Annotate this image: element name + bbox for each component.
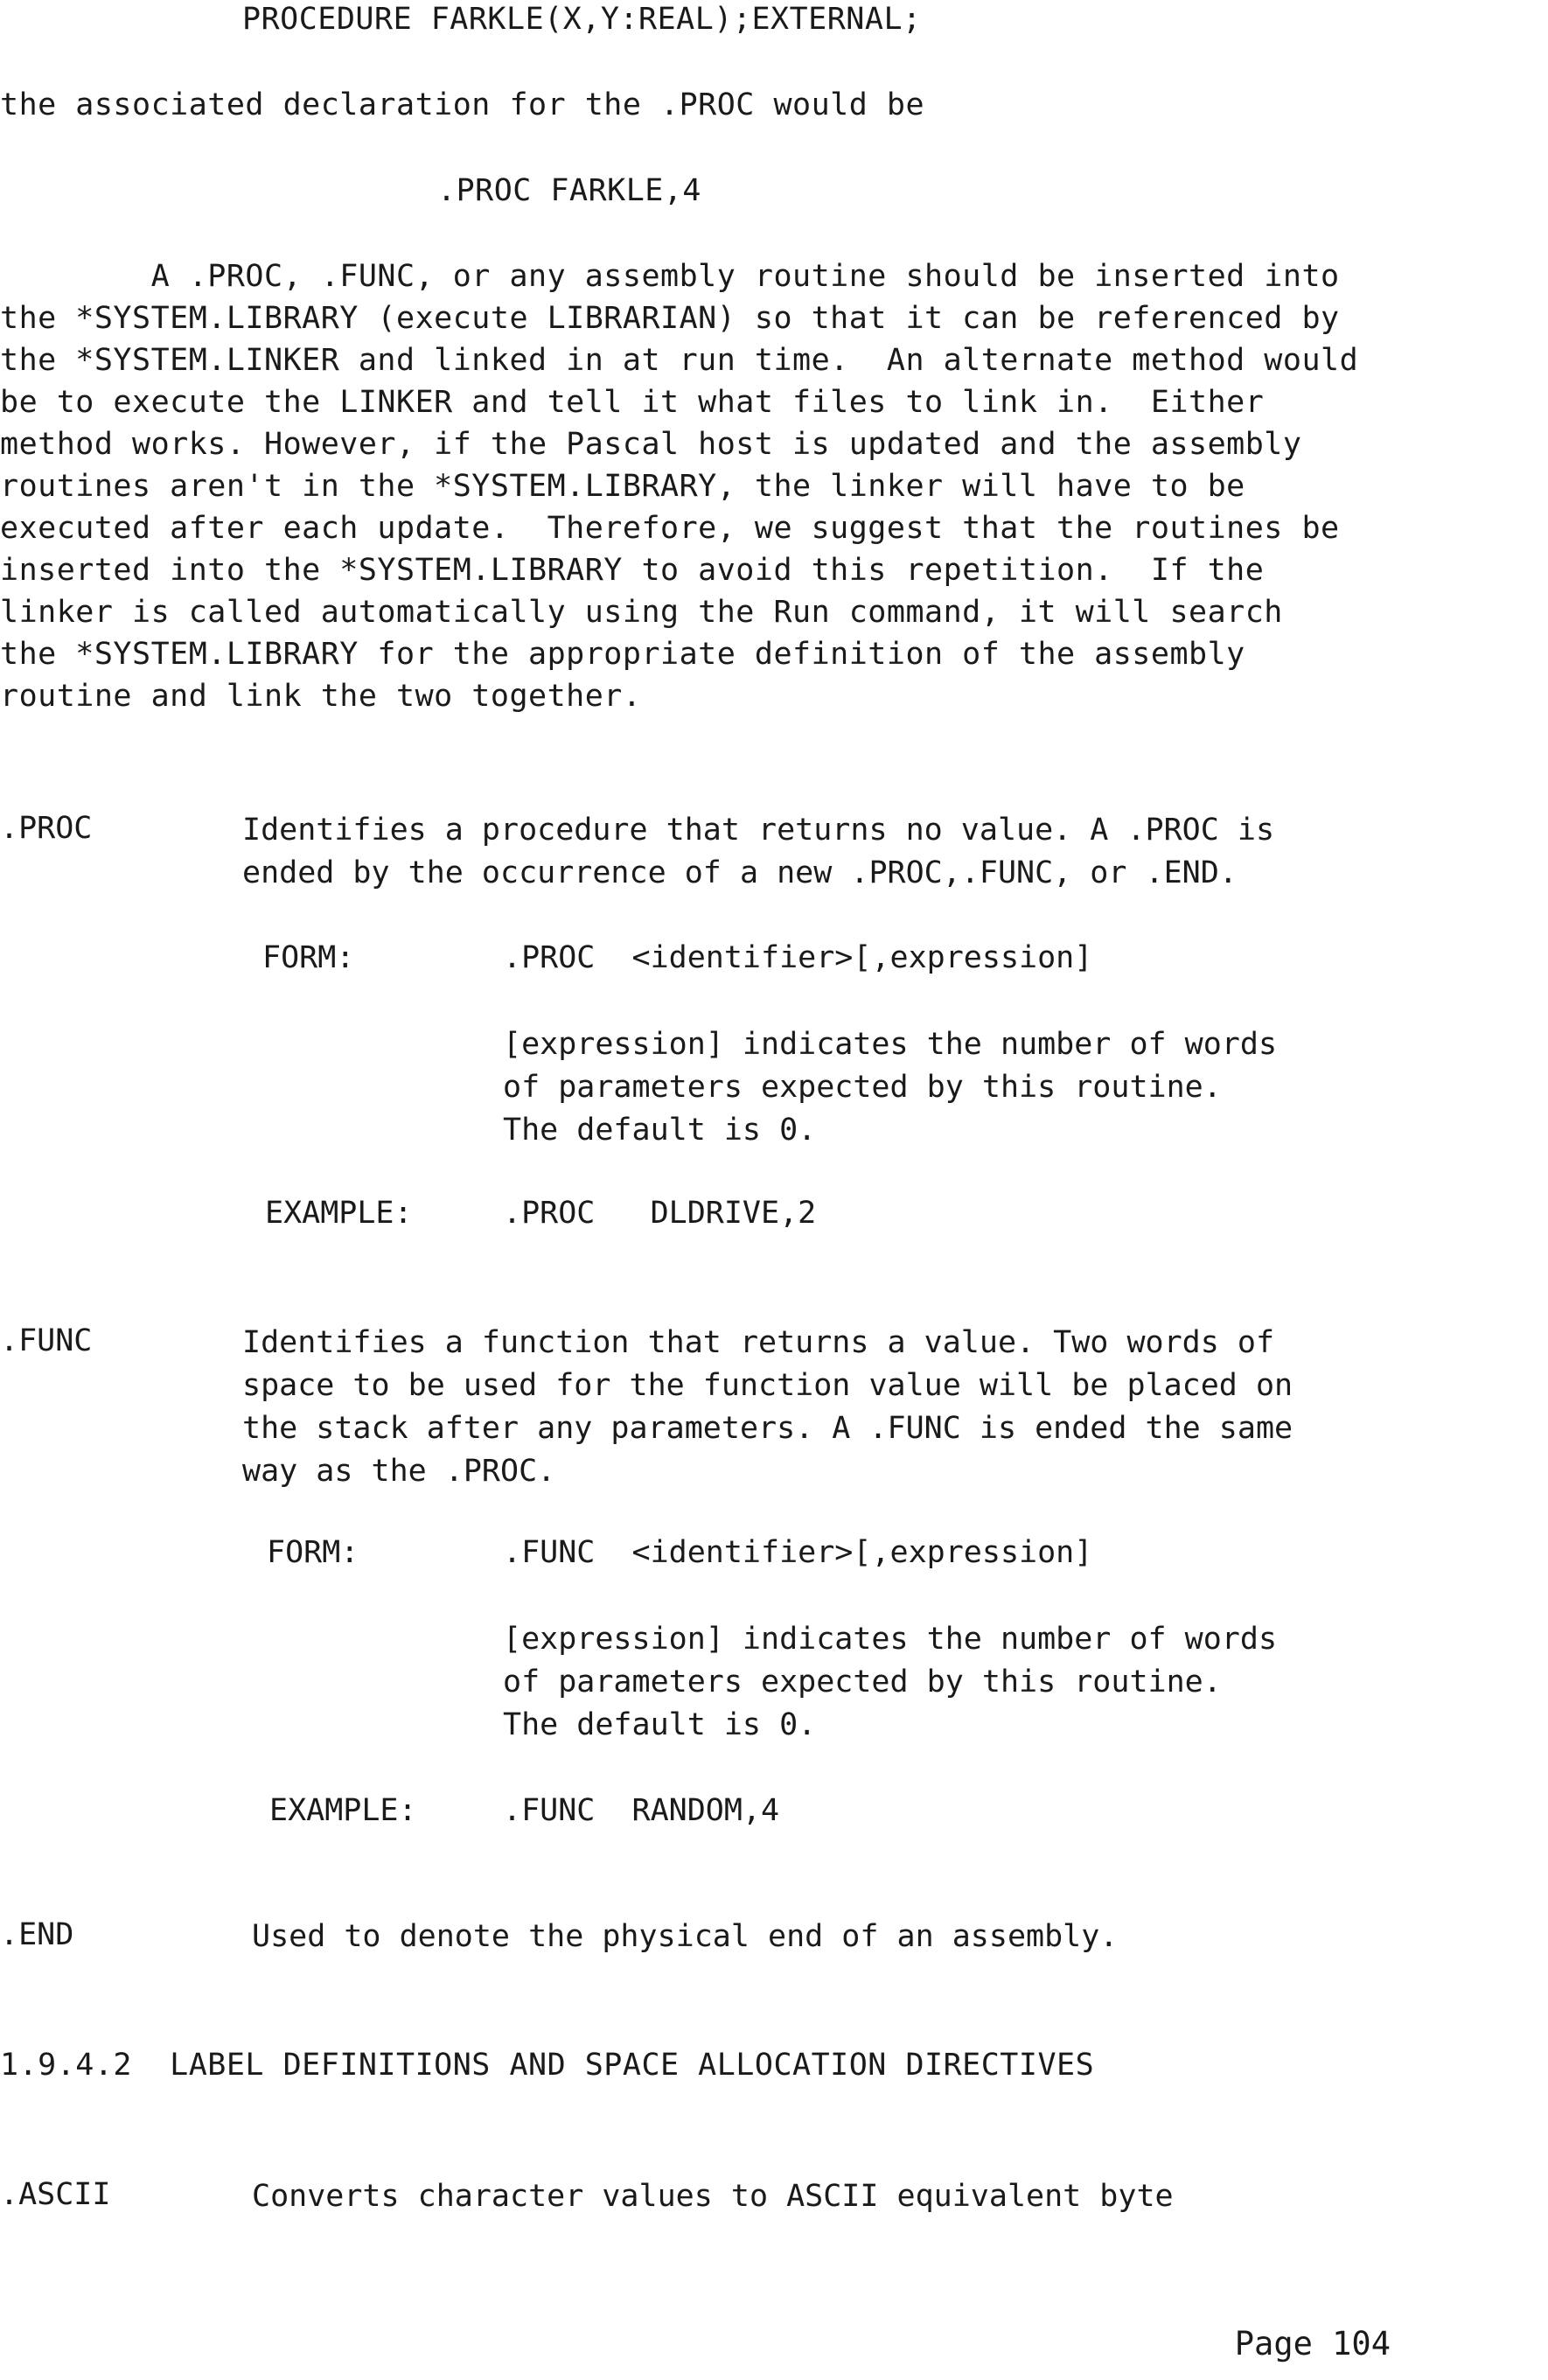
paragraph-line: executed after each update. Therefore, we suggest that the routines be xyxy=(0,511,1340,546)
procedure-declaration-line: PROCEDURE FARKLE(X,Y:REAL);EXTERNAL; xyxy=(242,2,922,37)
func-example-label: EXAMPLE: xyxy=(269,1793,417,1828)
func-form-label: FORM: xyxy=(267,1535,359,1570)
associated-declaration-line: the associated declaration for the .PROC would be xyxy=(0,87,925,122)
ascii-term: .ASCII xyxy=(0,2177,111,2212)
proc-description-line: ended by the occurrence of a new .PROC,.FUNC, or .END. xyxy=(242,855,1238,890)
func-description-line: way as the .PROC. xyxy=(242,1454,556,1489)
proc-description-line: Identifies a procedure that returns no value. A .PROC is xyxy=(242,813,1275,848)
paragraph-line: method works. However, if the Pascal host is updated and the assembly xyxy=(0,427,1302,462)
func-expression-line: [expression] indicates the number of words xyxy=(503,1622,1278,1657)
proc-term: .PROC xyxy=(0,811,93,846)
end-term: .END xyxy=(0,1917,74,1952)
paragraph-line: A .PROC, .FUNC, or any assembly routine should be inserted into xyxy=(0,259,1340,294)
func-term: .FUNC xyxy=(0,1323,93,1358)
func-description-line: space to be used for the function value will be placed on xyxy=(242,1368,1293,1403)
end-description: Used to denote the physical end of an assembly. xyxy=(252,1919,1119,1954)
func-description-line: Identifies a function that returns a value. Two words of xyxy=(242,1325,1275,1360)
paragraph-line: routine and link the two together. xyxy=(0,679,642,714)
paragraph-line: the *SYSTEM.LIBRARY (execute LIBRARIAN) so that it can be referenced by xyxy=(0,301,1340,336)
paragraph-line: linker is called automatically using the Run command, it will search xyxy=(0,595,1283,630)
proc-form-label: FORM: xyxy=(262,940,355,975)
paragraph-line: the *SYSTEM.LINKER and linked in at run time. An alternate method would xyxy=(0,343,1359,378)
paragraph-line: inserted into the *SYSTEM.LIBRARY to avoid this repetition. If the xyxy=(0,553,1265,588)
proc-expression-line: The default is 0. xyxy=(503,1113,817,1148)
proc-farkle-line: .PROC FARKLE,4 xyxy=(437,173,702,208)
ascii-description: Converts character values to ASCII equivalent byte xyxy=(252,2179,1174,2214)
func-expression-line: of parameters expected by this routine. xyxy=(503,1665,1222,1700)
func-expression-line: The default is 0. xyxy=(503,1707,817,1742)
proc-form-value: .PROC <identifier>[,expression] xyxy=(503,940,1093,975)
proc-expression-line: of parameters expected by this routine. xyxy=(503,1070,1222,1105)
proc-example-value: .PROC DLDRIVE,2 xyxy=(503,1196,817,1231)
section-heading: 1.9.4.2 LABEL DEFINITIONS AND SPACE ALLOCATION DIRECTIVES xyxy=(0,2048,1095,2083)
proc-example-label: EXAMPLE: xyxy=(265,1196,413,1231)
func-form-value: .FUNC <identifier>[,expression] xyxy=(503,1535,1093,1570)
func-example-value: .FUNC RANDOM,4 xyxy=(503,1793,780,1828)
func-description-line: the stack after any parameters. A .FUNC is ended the same xyxy=(242,1411,1293,1446)
paragraph-line: the *SYSTEM.LIBRARY for the appropriate definition of the assembly xyxy=(0,637,1245,672)
paragraph-line: be to execute the LINKER and tell it what files to link in. Either xyxy=(0,385,1265,420)
page-number: Page 104 xyxy=(1234,2325,1391,2363)
paragraph-line: routines aren't in the *SYSTEM.LIBRARY, the linker will have to be xyxy=(0,469,1245,504)
proc-expression-line: [expression] indicates the number of words xyxy=(503,1027,1278,1062)
